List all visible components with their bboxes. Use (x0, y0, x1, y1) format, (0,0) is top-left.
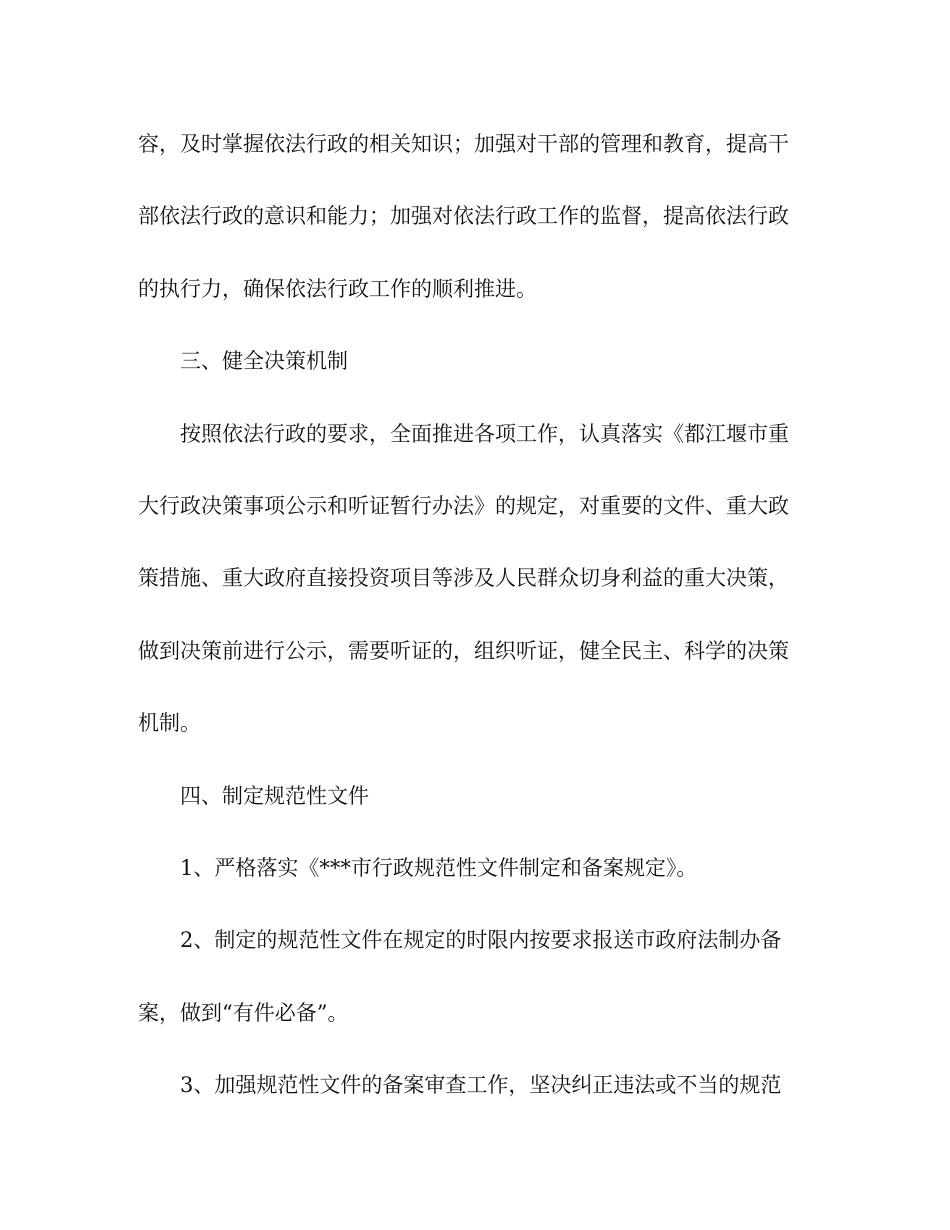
body-line-8: 做到决策前进行公示，需要听证的，组织听证，健全民主、科学的决策 (138, 638, 789, 663)
body-line-7: 策措施、重大政府直接投资项目等涉及人民群众切身利益的重大决策， (138, 566, 789, 591)
section-heading-3: 三、健全决策机制 (180, 349, 348, 374)
list-item-2-continuation: 案，做到“有件必备”。 (138, 1000, 349, 1025)
list-item-3: 3、加强规范性文件的备案审查工作，坚决纠正违法或不当的规范 (180, 1073, 782, 1098)
body-line-2: 部依法行政的意识和能力；加强对依法行政工作的监督，提高依法行政 (138, 204, 789, 229)
section-heading-4: 四、制定规范性文件 (180, 783, 369, 808)
list-item-1: 1、严格落实《***市行政规范性文件制定和备案规定》。 (180, 855, 698, 880)
body-line-9: 机制。 (138, 711, 201, 736)
body-line-1: 容，及时掌握依法行政的相关知识；加强对干部的管理和教育，提高干 (138, 132, 789, 156)
document-body (138, 117, 818, 1130)
body-line-5: 按照依法行政的要求，全面推进各项工作，认真落实《都江堰市重 (180, 421, 789, 446)
body-line-6: 大行政决策事项公示和听证暂行办法》的规定，对重要的文件、重大政 (138, 493, 789, 518)
list-item-2: 2、制定的规范性文件在规定的时限内按要求报送市政府法制办备 (180, 928, 782, 953)
body-line-3: 的执行力，确保依法行政工作的顺利推进。 (138, 276, 537, 301)
